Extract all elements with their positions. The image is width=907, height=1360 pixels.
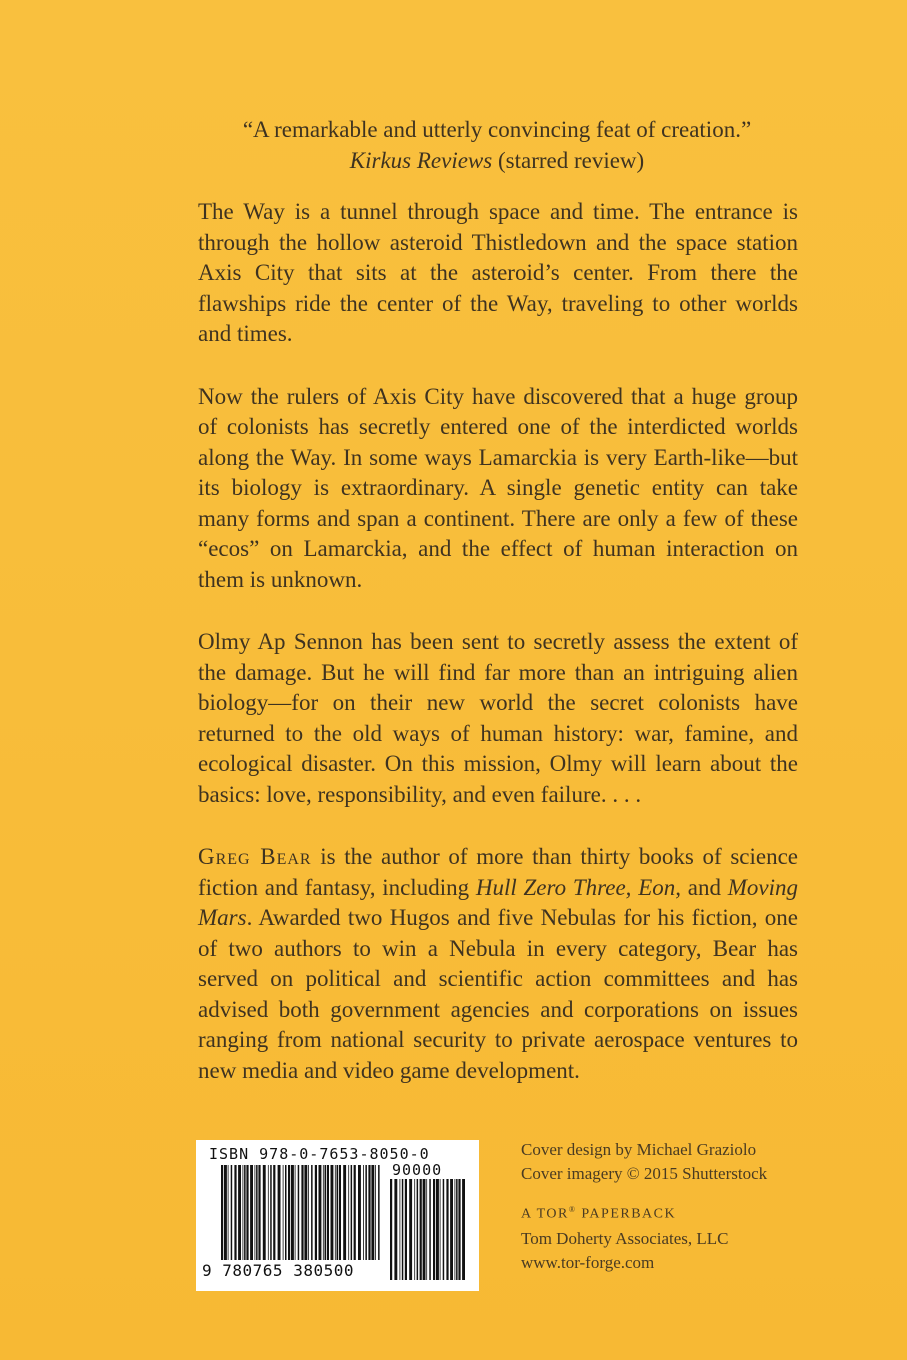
barcode-bar [458, 1179, 460, 1280]
quote-source [197, 145, 797, 176]
barcode-bar [319, 1165, 322, 1260]
barcode-bar [417, 1179, 419, 1280]
barcode-bar [455, 1179, 456, 1280]
barcode-bar [283, 1165, 284, 1260]
author-name: Greg Bear [198, 844, 312, 869]
barcode-bar [400, 1179, 401, 1280]
barcode-bar [390, 1179, 392, 1280]
isbn-barcode [196, 1140, 479, 1291]
barcode-bar [378, 1165, 380, 1260]
barcode-bar [304, 1165, 307, 1260]
barcode-bar [450, 1179, 453, 1280]
imprint-prefix: A TOR [521, 1206, 569, 1222]
isbn-label: ISBN 978-0-7653-8050-0 [209, 1145, 430, 1163]
barcode-bar [238, 1165, 241, 1260]
registered-mark: ® [568, 1205, 577, 1214]
barcode-bar [337, 1165, 339, 1260]
cover-design-credit: Cover design by Michael Graziolo [521, 1140, 757, 1159]
barcode-bar [288, 1165, 290, 1260]
barcode-bar [335, 1165, 336, 1260]
blurb-paragraph-2: Now the rulers of Axis City have discovered that a huge group of colonists has secretly entered one of the interdicted worlds along the Way. In some ways Lamarckia is very Earth-like—but its biology is extraordinary. A single genetic entity can take many forms and span a continent. There are only a few of these “ecos” on Lamarckia, and the effect of human interaction on them is unknown. [198, 383, 798, 592]
author-bio [198, 842, 798, 1086]
bio-text-1: is the author of more than thirty books of science fiction and fantasy, including [198, 844, 798, 900]
publisher-website: www.tor-forge.com [521, 1252, 655, 1272]
ean-digits-text: 9 780765 380500 [202, 1261, 354, 1280]
blurb [198, 197, 798, 1118]
barcode-bar [250, 1165, 253, 1260]
barcode-bar [440, 1179, 441, 1280]
barcode-bar [456, 1179, 458, 1280]
cover-imagery-credit: Cover imagery © 2015 Shutterstock [521, 1164, 768, 1183]
barcode-bar [420, 1179, 422, 1280]
blurb-paragraph-3: Olmy Ap Sennon has been sent to secretly assess the extent of the damage. But he will find far more than an intriguing alien biology—for on their new world the secret colonists have returned to the old ways of human history: war, famine, and ecological disaster. On this mission, Olmy will learn about the basics: love, responsibility, and even failure. . . . [198, 629, 798, 807]
barcode-bar [228, 1165, 229, 1260]
publisher-name: Tom Doherty Associates, LLC [521, 1228, 729, 1248]
barcode-bar [429, 1179, 431, 1280]
ean-digits [201, 1261, 355, 1280]
barcode-bar [234, 1165, 236, 1260]
barcode-bar [273, 1165, 275, 1260]
barcode-bar [375, 1165, 376, 1260]
barcode-bar [358, 1165, 361, 1260]
bio-text-2: and [681, 874, 728, 900]
barcode-bar [244, 1165, 246, 1260]
barcode-bar [256, 1165, 258, 1260]
barcode-bar [243, 1165, 244, 1260]
barcode-bar [258, 1165, 260, 1260]
bio-title-1: Hull Zero Three, Eon, [475, 874, 681, 900]
barcode-bar [339, 1165, 341, 1260]
barcode-bar [301, 1165, 303, 1260]
barcode-bar [270, 1165, 272, 1260]
bio-title-2: Moving Mars [198, 874, 798, 930]
barcode-bar [224, 1165, 227, 1260]
barcode-bar [268, 1165, 269, 1260]
barcode-bar [414, 1179, 415, 1280]
barcode-bar [278, 1165, 281, 1260]
bio-text-3: . Awarded two Hugos and five Nebulas for his fiction, one of two authors to win a Nebula in every category, Bear has served on political and scientific action committees and has advised both government agencies and corporations on issues ranging from national security to private aerospace ventures to new media and video game development. [198, 905, 798, 1083]
barcode-bar [246, 1165, 248, 1260]
barcode-bar [436, 1179, 439, 1280]
review-quote [197, 114, 797, 176]
barcode-bar [402, 1179, 404, 1280]
barcode-bar [315, 1165, 317, 1260]
barcode-bar [291, 1165, 294, 1260]
price-code: 90000 [392, 1161, 443, 1179]
barcode-bar [325, 1165, 327, 1260]
quote-source-publication: Kirkus Reviews [349, 148, 493, 173]
barcode-bar [394, 1179, 397, 1280]
imprint-line [521, 1198, 821, 1227]
barcode-bar [462, 1179, 465, 1280]
barcode-bar [255, 1165, 256, 1260]
barcode-bar [423, 1179, 426, 1280]
quote-source-note: (starred review) [492, 148, 645, 173]
barcode-bar [371, 1165, 374, 1260]
blurb-paragraph-1: The Way is a tunnel through space and time. The entrance is through the hollow asteroid Thistledown and the space station Axis City that sits at the asteroid’s center. From there the flawships ride the center of the Way, traveling to other worlds and times. [198, 199, 798, 346]
barcode-bar [323, 1165, 324, 1260]
barcode-bar [298, 1165, 300, 1260]
barcode-bar [446, 1179, 448, 1280]
barcode-bar [426, 1179, 427, 1280]
barcode-bar [365, 1165, 367, 1260]
barcode-bar [354, 1165, 356, 1260]
barcode-bar [327, 1165, 329, 1260]
barcode-bar [443, 1179, 445, 1280]
barcode-bar [363, 1165, 364, 1260]
barcode-bar [308, 1165, 309, 1260]
barcode-bar [231, 1165, 233, 1260]
barcode-bar [433, 1179, 435, 1280]
credits [521, 1138, 821, 1275]
barcode-bar [343, 1165, 346, 1260]
barcode-bar [221, 1165, 223, 1260]
barcode-bar [348, 1165, 349, 1260]
barcode-bar [368, 1165, 370, 1260]
barcode-bar [331, 1165, 334, 1260]
barcode-bar [311, 1165, 313, 1260]
barcode-bar [405, 1179, 407, 1280]
imprint-suffix: PAPERBACK [576, 1206, 677, 1222]
addon-barcode-bars [389, 1179, 465, 1280]
barcode-bar [285, 1165, 287, 1260]
barcode-bar [263, 1165, 266, 1260]
barcode-bar [409, 1179, 412, 1280]
barcode-bar [295, 1165, 296, 1260]
quote-text: “A remarkable and utterly convincing feat of creation.” [242, 117, 752, 142]
barcode-bar [351, 1165, 353, 1260]
